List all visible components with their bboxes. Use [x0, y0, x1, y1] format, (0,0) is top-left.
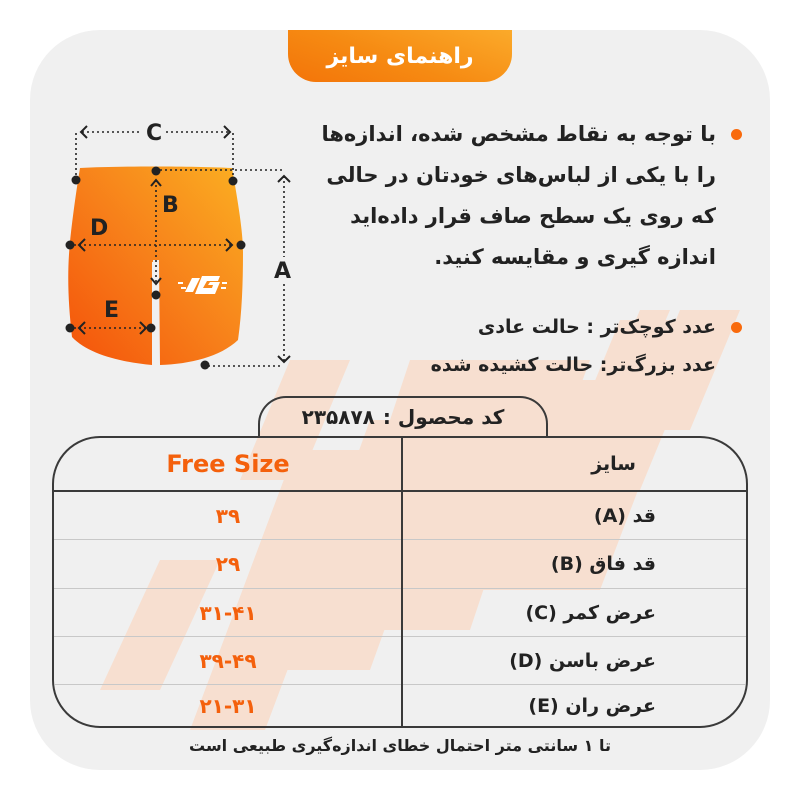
row-label: قد فاق (B) [550, 553, 656, 575]
header-size-label: سایز [591, 453, 636, 475]
label-e: E [104, 298, 120, 323]
instruction-line: را با یکی از لباس‌های خودتان در حالی [326, 163, 716, 187]
row-value: ۲۹ [215, 552, 241, 576]
label-a: A [274, 259, 292, 284]
size-range-notes [302, 308, 742, 384]
instruction-line: اندازه گیری و مقایسه کنید. [434, 245, 716, 269]
instruction-line: که روی یک سطح صاف قرار داده‌اید [350, 204, 716, 228]
column-divider [401, 438, 403, 728]
measurement-tolerance-note: تا ۱ سانتی متر احتمال خطای اندازه‌گیری طبیعی است [189, 736, 611, 755]
bullet-dot-icon [731, 129, 742, 140]
row-label: عرض کمر (C) [525, 601, 656, 624]
instruction-line: با توجه به نقاط مشخص شده، اندازه‌ها [321, 122, 716, 146]
product-code [258, 396, 548, 436]
row-label: عرض باسن (D) [509, 649, 656, 672]
instruction-bullet [302, 114, 742, 278]
size-guide-title [288, 30, 512, 82]
size-table [52, 436, 748, 728]
table-row [54, 637, 746, 684]
note-larger-number: عدد بزرگ‌تر: حالت کشیده شده [430, 354, 716, 376]
row-value: ۳۱-۴۱ [199, 600, 257, 625]
table-row [54, 492, 746, 539]
title-text: راهنمای سایز [326, 43, 474, 69]
label-c: C [146, 121, 163, 146]
table-row [54, 540, 746, 588]
row-label: قد (A) [593, 504, 656, 527]
shorts-diagram [60, 112, 310, 372]
table-row [54, 685, 746, 726]
row-label: عرض ران (E) [528, 694, 656, 717]
label-d: D [90, 216, 109, 241]
bullet-dot-icon [731, 322, 742, 333]
label-b: B [162, 193, 179, 218]
row-value: ۲۱-۳۱ [199, 693, 257, 718]
table-header-row [54, 438, 746, 490]
table-row [54, 589, 746, 636]
header-free-size: Free Size [166, 450, 290, 478]
row-value: ۳۹ [215, 503, 241, 528]
product-code-label: کد محصول : [382, 405, 505, 429]
row-value: ۳۹-۴۹ [199, 648, 257, 673]
note-smaller-number: عدد کوچک‌تر : حالت عادی [302, 308, 742, 346]
measurement-instructions [302, 114, 742, 278]
product-code-value: ۲۳۵۸۷۸ [301, 405, 375, 429]
